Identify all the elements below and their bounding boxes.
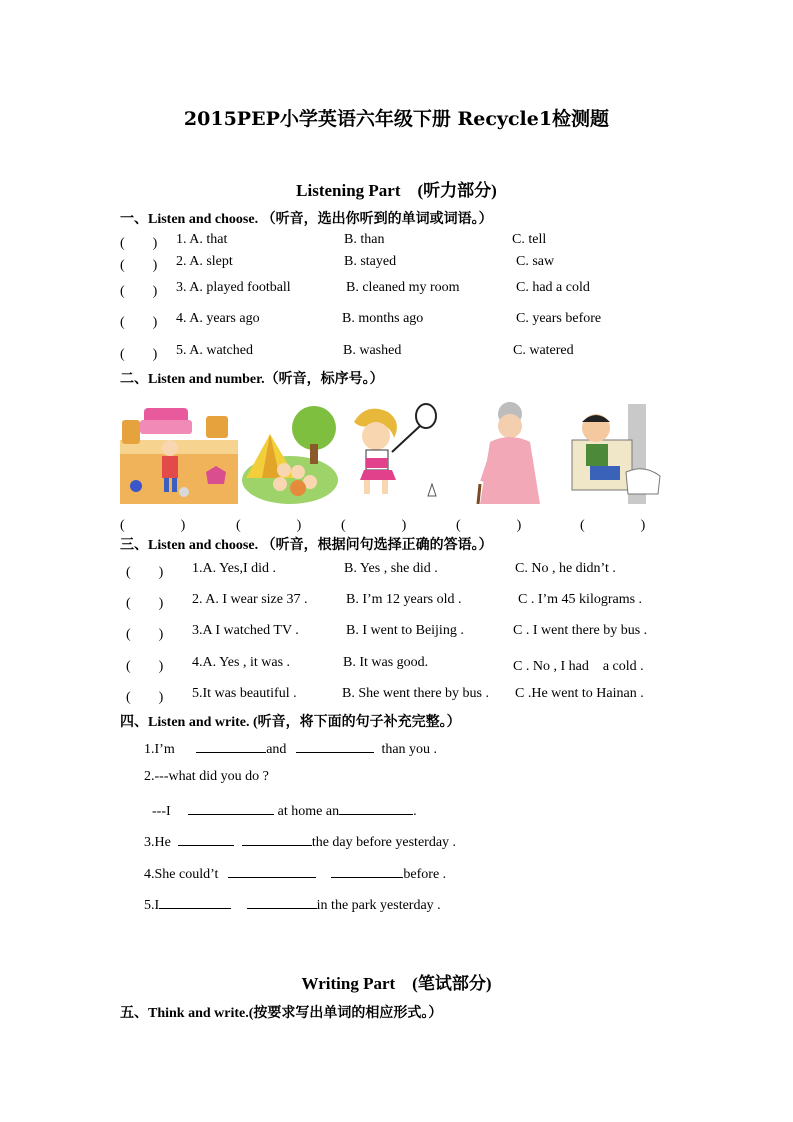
answer-paren: ( ) xyxy=(120,315,158,330)
listening-part-heading: Listening Part (听力部分) xyxy=(296,181,497,200)
option-c: C .He went to Hainan . xyxy=(515,686,644,701)
section5-heading: 五、Think and write.(按要求写出单词的相应形式。） xyxy=(120,1006,443,1021)
option-a: 3. A. played football xyxy=(176,280,291,295)
line-text: than you . xyxy=(381,742,438,757)
option-a: 1. A. that xyxy=(176,232,228,247)
answer-paren: ( ) xyxy=(236,518,302,533)
line-text: in the park yesterday . xyxy=(316,898,441,913)
answer-paren: ( ) xyxy=(580,518,646,533)
fill-line-4 xyxy=(144,831,456,851)
line-text: and xyxy=(266,742,287,757)
fill-line-3 xyxy=(152,800,417,820)
answer-paren: ( ) xyxy=(126,627,164,642)
section1-heading: 一、Listen and choose. （听音，选出你听到的单词或词语。） xyxy=(120,212,493,227)
section3-heading: 三、Listen and choose. （听音，根据问句选择正确的答语。） xyxy=(120,538,493,553)
answer-blank[interactable] xyxy=(188,800,274,815)
option-c: C. watered xyxy=(513,343,574,358)
option-c: C. had a cold xyxy=(516,280,590,295)
children-playing-room-picture xyxy=(120,400,238,504)
grandma-with-cane-picture xyxy=(458,400,552,504)
option-b: B. I’m 12 years old . xyxy=(346,592,462,607)
option-b: B. cleaned my room xyxy=(346,280,460,295)
answer-paren: ( ) xyxy=(126,690,164,705)
option-a: 2. A. slept xyxy=(176,254,233,269)
answer-paren: ( ) xyxy=(120,518,186,533)
option-b: B. Yes , she did . xyxy=(344,561,438,576)
fill-line-1 xyxy=(144,738,437,758)
option-a: 5.It was beautiful . xyxy=(192,686,297,701)
line-text: the day before yesterday . xyxy=(311,835,457,850)
answer-paren: ( ) xyxy=(120,258,158,273)
option-c: C. tell xyxy=(512,232,547,247)
section2-heading: 二、Listen and number.（听音，标序号。） xyxy=(120,372,384,387)
boy-sick-in-bed-picture xyxy=(566,400,664,504)
option-a: 4.A. Yes , it was . xyxy=(192,655,291,670)
line-text: 5.I xyxy=(144,898,160,913)
option-a: 3.A I watched TV . xyxy=(192,623,299,638)
fill-line-2: 2.---what did you do ? xyxy=(144,769,269,784)
option-c: C . I went there by bus . xyxy=(513,623,648,638)
writing-part-heading: Writing Part (笔试部分) xyxy=(301,974,492,993)
answer-blank[interactable] xyxy=(339,800,413,815)
answer-blank[interactable] xyxy=(247,894,317,909)
option-a: 1.A. Yes,I did . xyxy=(192,561,277,576)
option-b: B. washed xyxy=(343,343,402,358)
line-text: 1.I’m xyxy=(144,742,175,757)
answer-paren: ( ) xyxy=(126,565,164,580)
option-b: B. than xyxy=(344,232,385,247)
answer-paren: ( ) xyxy=(456,518,522,533)
family-camping-tent-picture xyxy=(240,400,340,504)
option-b: B. months ago xyxy=(342,311,424,326)
line-text: 3.He xyxy=(144,835,171,850)
option-c: C . I’m 45 kilograms . xyxy=(518,592,643,607)
line-text: . xyxy=(413,804,417,819)
answer-paren: ( ) xyxy=(120,236,158,251)
answer-paren: ( ) xyxy=(126,596,164,611)
line-text: before . xyxy=(403,867,447,882)
option-c: C. years before xyxy=(516,311,602,326)
option-c: C. saw xyxy=(516,254,555,269)
answer-blank[interactable] xyxy=(159,894,231,909)
option-a: 2. A. I wear size 37 . xyxy=(192,592,308,607)
answer-paren: ( ) xyxy=(120,347,158,362)
option-c: C . No , I had a cold . xyxy=(513,659,644,674)
section4-heading: 四、Listen and write. (听音，将下面的句子补充完整。） xyxy=(120,715,461,730)
fill-line-6 xyxy=(144,894,441,914)
fill-line-5 xyxy=(144,863,446,883)
answer-blank[interactable] xyxy=(196,738,266,753)
answer-blank[interactable] xyxy=(331,863,403,878)
option-a: 4. A. years ago xyxy=(176,311,260,326)
girl-playing-badminton-picture xyxy=(336,400,448,504)
option-a: 5. A. watched xyxy=(176,343,253,358)
option-b: B. It was good. xyxy=(343,655,429,670)
answer-paren: ( ) xyxy=(120,284,158,299)
answer-blank[interactable] xyxy=(296,738,374,753)
answer-paren: ( ) xyxy=(341,518,407,533)
answer-paren: ( ) xyxy=(126,659,164,674)
option-b: B. I went to Beijing . xyxy=(346,623,464,638)
option-b: B. stayed xyxy=(344,254,397,269)
option-b: B. She went there by bus . xyxy=(342,686,489,701)
line-text: ---I xyxy=(152,804,171,819)
option-c: C. No , he didn’t . xyxy=(515,561,616,576)
line-text: 4.She could’t xyxy=(144,867,219,882)
answer-blank[interactable] xyxy=(228,863,316,878)
line-text: at home an xyxy=(277,804,340,819)
answer-blank[interactable] xyxy=(242,831,312,846)
answer-blank[interactable] xyxy=(178,831,234,846)
page-title: 2015PEP小学英语六年级下册 Recycle1检测题 xyxy=(183,108,610,130)
